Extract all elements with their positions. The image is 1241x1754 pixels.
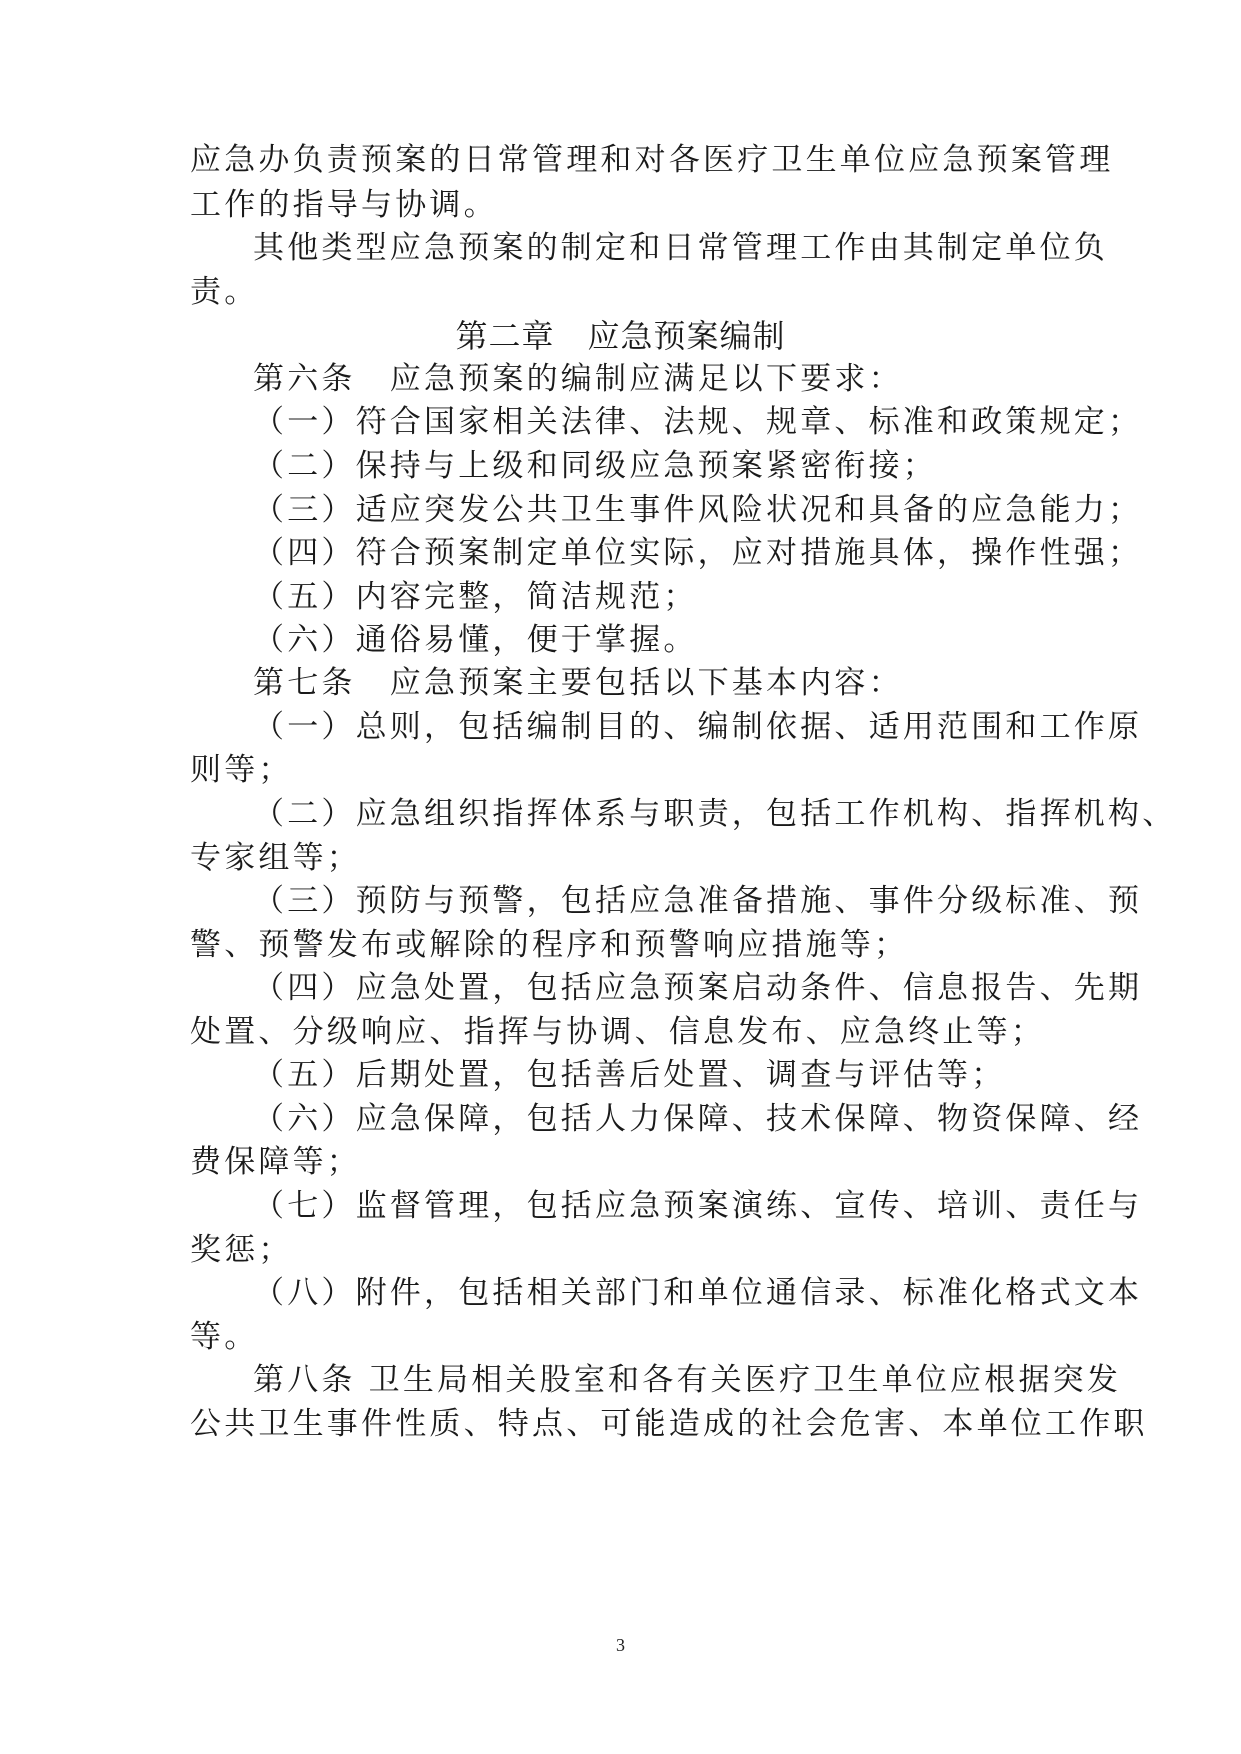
list-item: （五）后期处置，包括善后处置、调查与评估等；: [253, 1057, 1006, 1093]
list-item: （二）应急组织指挥体系与职责，包括工作机构、指挥机构、: [253, 796, 1177, 832]
page-number: 3: [616, 1635, 625, 1655]
list-item: （三）适应突发公共卫生事件风险状况和具备的应急能力；: [253, 492, 1143, 528]
list-item: （六）应急保障，包括人力保障、技术保障、物资保障、经: [253, 1101, 1143, 1137]
list-item-continuation: 奖惩；: [190, 1232, 293, 1268]
list-item: （八）附件，包括相关部门和单位通信录、标准化格式文本: [253, 1275, 1143, 1311]
list-item: （四）符合预案制定单位实际，应对措施具体，操作性强；: [253, 535, 1143, 571]
paragraph-line: 其他类型应急预案的制定和日常管理工作由其制定单位负: [253, 230, 1108, 266]
list-item: （六）通俗易懂，便于掌握。: [253, 622, 698, 658]
list-item-continuation: 专家组等；: [190, 840, 361, 876]
list-item-continuation: 等。: [190, 1319, 259, 1355]
paragraph-line: 公共卫生事件性质、特点、可能造成的社会危害、本单位工作职: [190, 1406, 1148, 1442]
chapter-title: 第二章 应急预案编制: [455, 317, 786, 355]
list-item: （七）监督管理，包括应急预案演练、宣传、培训、责任与: [253, 1188, 1143, 1224]
list-item: （一）总则，包括编制目的、编制依据、适用范围和工作原: [253, 709, 1143, 745]
paragraph-line: 工作的指导与协调。: [190, 187, 498, 223]
list-item-continuation: 警、预警发布或解除的程序和预警响应措施等；: [190, 927, 909, 963]
paragraph-line: 应急办负责预案的日常管理和对各医疗卫生单位应急预案管理: [190, 142, 1114, 178]
list-item: （五）内容完整，简洁规范；: [253, 579, 698, 615]
paragraph-line: 责。: [190, 274, 259, 310]
list-item-continuation: 则等；: [190, 752, 293, 788]
list-item: （一）符合国家相关法律、法规、规章、标准和政策规定；: [253, 404, 1143, 440]
article-heading: 第八条 卫生局相关股室和各有关医疗卫生单位应根据突发: [253, 1362, 1122, 1398]
article-heading: 第六条 应急预案的编制应满足以下要求：: [253, 361, 903, 397]
article-heading: 第七条 应急预案主要包括以下基本内容：: [253, 665, 903, 701]
list-item: （三）预防与预警，包括应急准备措施、事件分级标准、预: [253, 883, 1143, 919]
list-item-continuation: 处置、分级响应、指挥与协调、信息发布、应急终止等；: [190, 1014, 1045, 1050]
list-item: （二）保持与上级和同级应急预案紧密衔接；: [253, 448, 937, 484]
list-item-continuation: 费保障等；: [190, 1144, 361, 1180]
list-item: （四）应急处置，包括应急预案启动条件、信息报告、先期: [253, 970, 1143, 1006]
